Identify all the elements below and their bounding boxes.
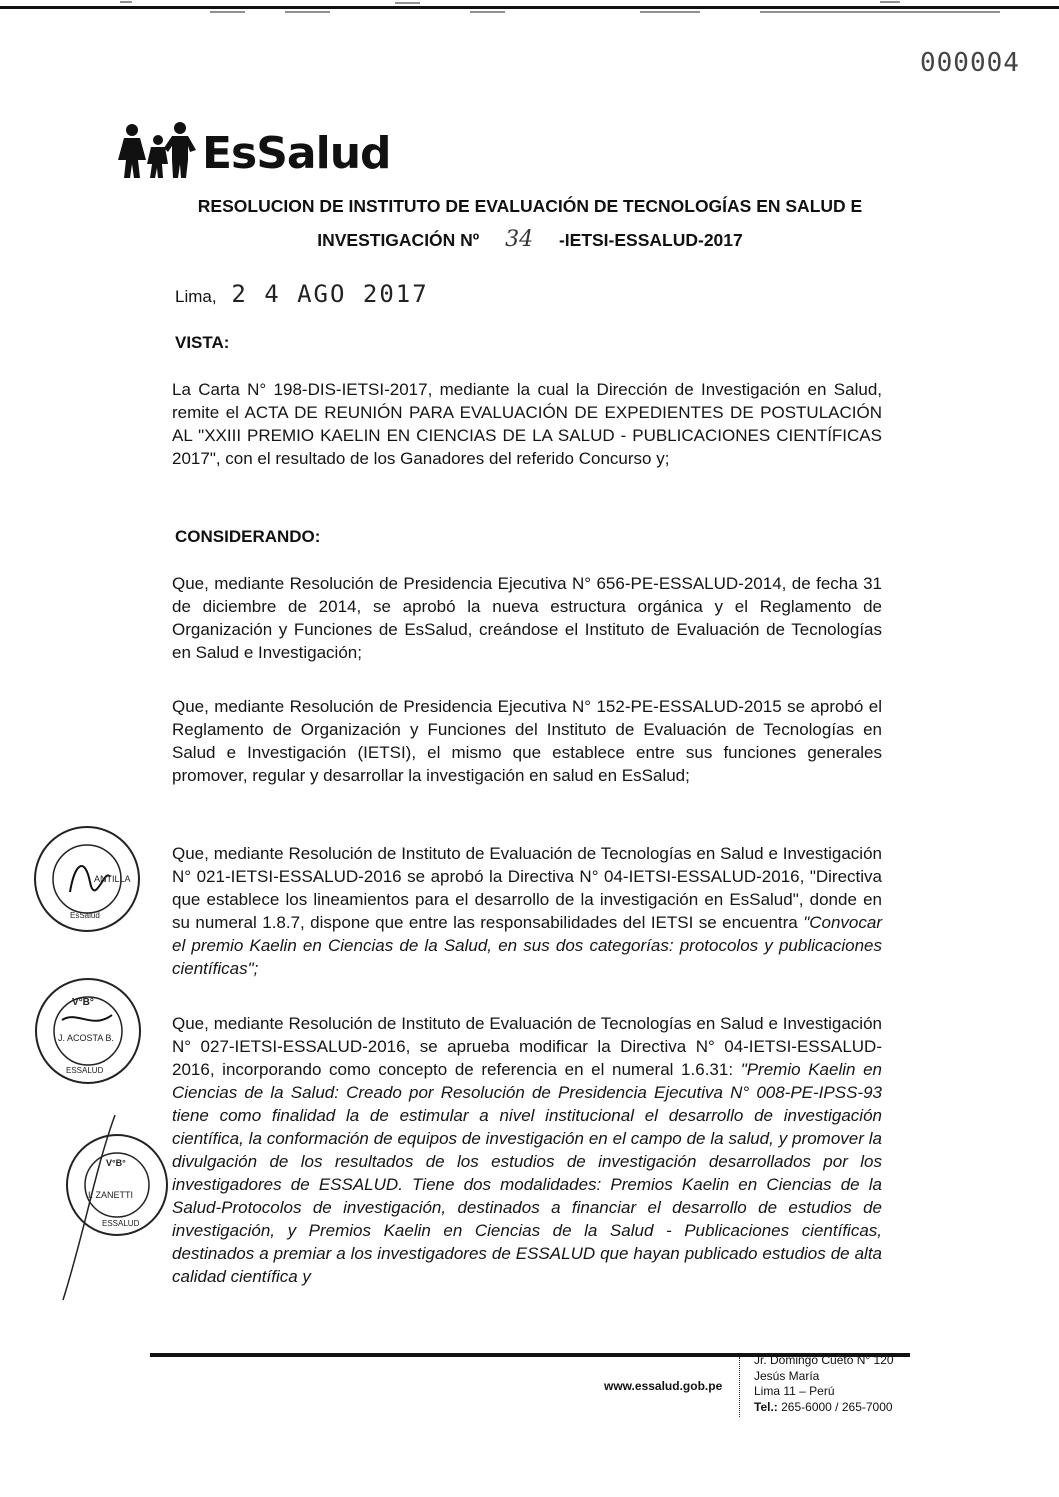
- stamp-2-name: J. ACOSTA B.: [58, 1033, 114, 1043]
- resolution-title: RESOLUCION DE INSTITUTO DE EVALUACIÓN DE TECNOLOGÍAS EN SALUD E: [197, 196, 863, 216]
- date-stamp: 2 4 AGO 2017: [231, 280, 429, 308]
- address-line-3: Lima 11 – Perú: [754, 1384, 835, 1398]
- paragraph-4-quote: "Premio Kaelin en Ciencias de la Salud: Creado por Resolución de Presidencia Ejecutiva N° 008-PE-IPSS-93 tiene como finalidad la de estimular a nivel institucional el desarrollo de investigación científica, la conformación de equipos de investigación en el campo de la salud, y promover la divulgación de los resultados de los estudios de investigación desarrollados por los investigadores de ESSALUD. Tiene dos modalidades: Premios Kaelin en Ciencias de la Salud-Protocolos de investigación, destinados a financiar el desarrollo de estudios de investigación, y Premios Kaelin en Ciencias de la Salud - Publicaciones científicas, destinados a premiar a los investigadores de ESSALUD que hayan publicado estudios de alta calidad científica y: [172, 1060, 882, 1286]
- address-phone: [754, 1400, 894, 1416]
- resolution-number-handwritten: 34: [505, 227, 534, 252]
- stamp-3-ring: ESSALUD: [102, 1219, 140, 1228]
- resolution-number-prefix: INVESTIGACIÓN Nº: [317, 230, 480, 250]
- scan-specks: [0, 0, 1059, 14]
- considerando-paragraph-3: [172, 842, 882, 980]
- considerando-heading: CONSIDERANDO:: [175, 527, 321, 546]
- paragraph-4-text: Que, mediante Resolución de Instituto de Evaluación de Tecnologías en Salud e Investigación N° 027-IETSI-ESSALUD-2016, se aprueba modificar la Directiva N° 04-IETSI-ESSALUD-2016, incorporando como concepto de referencia en el numeral 1.6.31:: [172, 1014, 882, 1079]
- stamp-1-ring: EsSalud: [70, 911, 100, 920]
- paragraph-3-text: Que, mediante Resolución de Instituto de Evaluación de Tecnologías en Salud e Investigación N° 021-IETSI-ESSALUD-2016 se aprobó la Directiva N° 04-IETSI-ESSALUD-2016, "Directiva que establece los lineamientos para el desarrollo de la investigación en EsSalud", donde en su numeral 1.8.7, dispone que entre las responsabilidades del IETSI se encuentra: [172, 844, 882, 932]
- considerando-paragraph-1: Que, mediante Resolución de Presidencia Ejecutiva N° 656-PE-ESSALUD-2014, de fecha 31 de diciembre de 2014, se aprobó la nueva estructura orgánica y el Reglamento de Organización y Funciones de EsSalud, creándose el Instituto de Evaluación de Tecnologías en Salud e Investigación;: [172, 574, 882, 662]
- date-line: [175, 280, 429, 308]
- vista-heading: VISTA:: [175, 333, 230, 352]
- considerando-paragraph-2: Que, mediante Resolución de Presidencia Ejecutiva N° 152-PE-ESSALUD-2015 se aprobó el Reglamento de Organización y Funciones del Instituto de Evaluación de Tecnologías en Salud e Investigación (IETSI), el mismo que establece entre sus funciones generales promover, regular y desarrollar la investigación en salud en EsSalud;: [172, 697, 882, 785]
- essalud-logo: [118, 120, 391, 190]
- footer-website: www.essalud.gob.pe: [604, 1379, 723, 1393]
- stamp-2-ring: ESSALUD: [66, 1066, 104, 1075]
- date-label: Lima,: [175, 287, 217, 306]
- stamp-1-label: ANTILLA: [94, 874, 131, 884]
- stamp-2-vb: V°B°: [72, 997, 94, 1008]
- stamp-3-vb: V°B°: [106, 1158, 126, 1168]
- footer-divider: [739, 1357, 740, 1417]
- considerando-paragraph-4: [172, 1012, 882, 1288]
- approval-stamp-2: [32, 975, 144, 1087]
- logo-text: EsSalud: [202, 128, 391, 179]
- folio-number: 000004: [920, 48, 1020, 78]
- vista-paragraph: La Carta N° 198-DIS-IETSI-2017, mediante la cual la Dirección de Investigación en Salud, remite el ACTA DE REUNIÓN PARA EVALUACIÓN DE EXPEDIENTES DE POSTULACIÓN AL "XXIII PREMIO KAELIN EN CIENCIAS DE LA SALUD - PUBLICACIONES CIENTÍFICAS 2017", con el resultado de los Ganadores del referido Concurso y;: [172, 380, 882, 468]
- phone-label: Tel.:: [754, 1399, 778, 1414]
- address-line-2: Jesús María: [754, 1368, 820, 1383]
- resolution-number-suffix: -IETSI-ESSALUD-2017: [558, 230, 743, 250]
- paragraph-3-quote: "Convocar el premio Kaelin en Ciencias de la Salud, en sus dos categorías: protocolos y publicaciones científicas";: [172, 913, 882, 978]
- stamp-3-name: I. ZANETTI: [88, 1190, 133, 1200]
- approval-stamp-1: [30, 822, 145, 937]
- signature-stroke: [55, 1110, 135, 1310]
- logo-figures-icon: [118, 120, 204, 182]
- footer-address: [754, 1353, 894, 1415]
- address-line-1: Jr. Domingo Cueto N° 120: [754, 1353, 894, 1367]
- resolution-number: [150, 227, 910, 252]
- phone-value: 265-6000 / 265-7000: [781, 1399, 893, 1414]
